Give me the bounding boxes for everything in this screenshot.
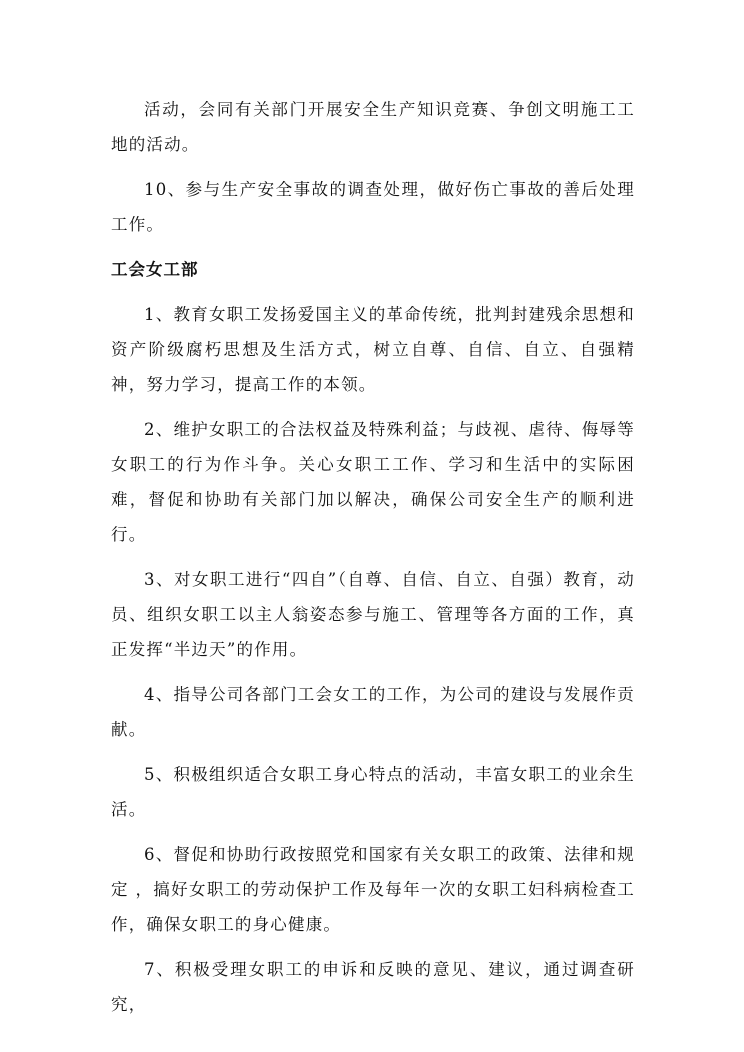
paragraph-item-4: 4、指导公司各部门工会女工的工作，为公司的建设与发展作贡献。	[111, 685, 635, 739]
paragraph-item-6: 6、督促和协助行政按照党和国家有关女职工的政策、法律和规定 ，搞好女职工的劳动保护工作及每年一次的女职工妇科病检查工作，确保女职工的身心健康。	[111, 845, 635, 934]
document-body	[111, 92, 635, 1032]
paragraph-item-7: 7、积极受理女职工的申诉和反映的意见、建议，通过调查研究，	[111, 960, 635, 1014]
paragraph-item-3: 3、对女职工进行“四自”（自尊、自信、自立、自强）教育，动员、组织女职工以主人翁姿态参与施工、管理等各方面的工作，真正发挥“半边天”的作用。	[111, 570, 635, 659]
paragraph-item-5: 5、积极组织适合女职工身心特点的活动，丰富女职工的业余生活。	[111, 765, 635, 819]
paragraph-continued-activities: 活动，会同有关部门开展安全生产知识竞赛、争创文明施工工地的活动。	[111, 100, 635, 154]
paragraph-item-1: 1、教育女职工发扬爱国主义的革命传统，批判封建残余思想和资产阶级腐朽思想及生活方式，树立自尊、自信、自立、自强精神，努力学习，提高工作的本领。	[111, 305, 635, 394]
paragraph-item-2: 2、维护女职工的合法权益及特殊利益；与歧视、虐待、侮辱等女职工的行为作斗争。关心女职工工作、学习和生活中的实际困难，督促和协助有关部门加以解决，确保公司安全生产的顺利进行。	[111, 420, 635, 544]
paragraph-item-10: 10、参与生产安全事故的调查处理，做好伤亡事故的善后处理工作。	[111, 180, 635, 234]
section-heading-union-women-department: 工会女工部	[111, 260, 199, 279]
